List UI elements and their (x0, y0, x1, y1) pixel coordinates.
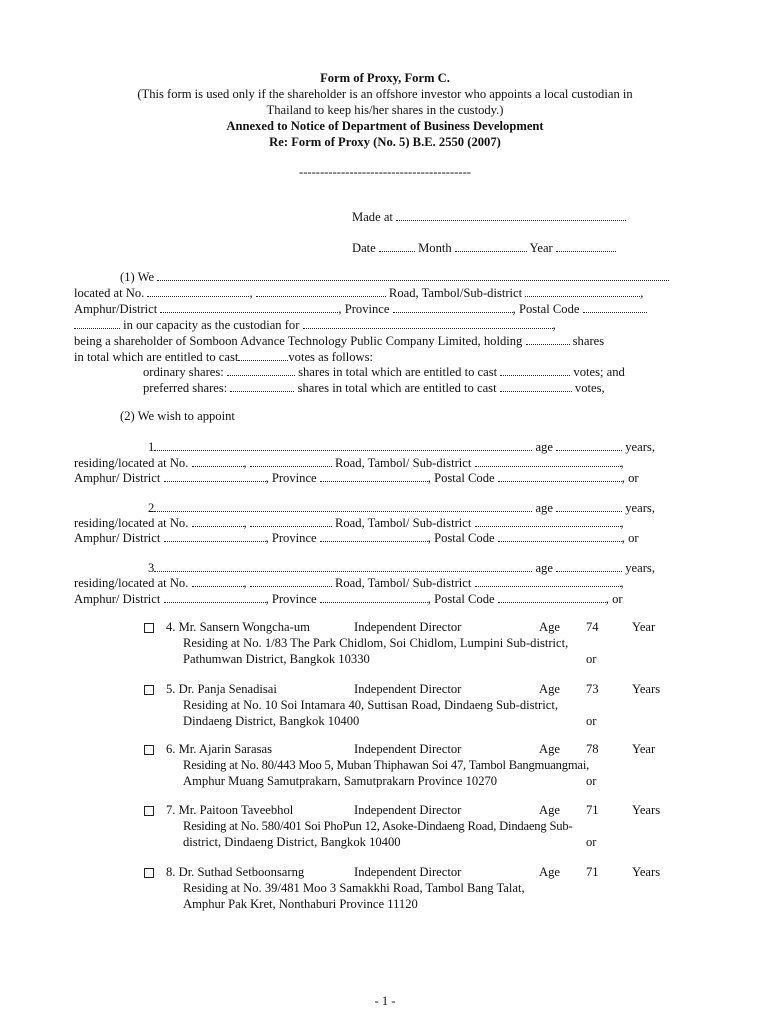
proxy-number: 1 (148, 440, 155, 454)
director-8-checkbox[interactable] (144, 868, 154, 878)
director-position: Independent Director (354, 742, 462, 756)
director-6-checkbox[interactable] (144, 745, 154, 755)
director-4-checkbox[interactable] (144, 623, 154, 633)
proxy-2-no-field[interactable] (192, 515, 244, 527)
comma: , (249, 286, 253, 300)
comma: , (620, 576, 624, 590)
road-field[interactable] (256, 285, 386, 297)
month-label: Month (418, 241, 452, 255)
proxy-1-amphur-field[interactable] (164, 470, 266, 482)
province-label: , Province (265, 471, 317, 485)
director-age: 74 (586, 620, 599, 634)
proxy-1-no-field[interactable] (192, 455, 244, 467)
or-label: or (586, 714, 597, 728)
director-address-line-1: Residing at No. 1/83 The Park Chidlom, Soi Chidlom, Lumpini Sub-district, (183, 636, 569, 650)
director-option-5 (143, 682, 703, 730)
or-label: , or (621, 471, 639, 485)
director-position: Independent Director (354, 865, 462, 879)
age-label: Age (539, 620, 560, 634)
custodian-for-field[interactable] (303, 317, 553, 329)
proxy-2-province-field[interactable] (320, 530, 428, 542)
proxy-1-name-row (148, 439, 655, 456)
director-age: 73 (586, 682, 599, 696)
road-tambol-label: Road, Tambol/Sub-district (388, 286, 523, 300)
capacity-label: in our capacity as the custodian for (123, 318, 300, 332)
tambol-field[interactable] (525, 285, 640, 297)
page-number: - 1 - (374, 994, 396, 1008)
proxy-1-province-field[interactable] (320, 470, 428, 482)
form-subtitle-line-2: Thailand to keep his/her shares in the custody.) (266, 103, 504, 117)
road-tambol-label: Road, Tambol/ Sub-district (334, 576, 472, 590)
votes-comma-label: votes, (574, 381, 605, 395)
or-label: or (586, 774, 597, 788)
postal-code-label: , Postal Code (512, 302, 580, 316)
province-label: , Province (265, 531, 317, 545)
proxy-number: 3 (148, 561, 155, 575)
director-address-line-1: Residing at No. 580/401 Soi PhoPun 12, Asoke-Dindaeng Road, Dindaeng Sub- (183, 819, 573, 833)
proxy-3-residing-row (74, 575, 624, 592)
director-address-line-2: Pathumwan District, Bangkok 10330 (183, 652, 370, 666)
comma: , (552, 318, 556, 332)
comma: , (243, 516, 247, 530)
director-name: 4. Mr. Sansern Wongcha-um (166, 620, 310, 634)
postal-code-field[interactable] (583, 301, 647, 313)
director-option-7 (143, 803, 703, 851)
proxy-2-postal-field[interactable] (498, 530, 622, 542)
date-field[interactable] (379, 240, 415, 252)
comma: , (640, 286, 644, 300)
director-address-line-1: Residing at No. 80/443 Moo 5, Muban Thiphawan Soi 47, Tambol Bangmuangmai, (183, 758, 590, 772)
director-name: 7. Mr. Paitoon Taveebhol (166, 803, 294, 817)
or-label: or (586, 835, 597, 849)
age-label: Age (539, 682, 560, 696)
years-label: years, (625, 440, 655, 454)
residing-label: residing/located at No. (74, 456, 189, 470)
comma: , (243, 456, 247, 470)
director-position: Independent Director (354, 682, 462, 696)
located-no-field[interactable] (147, 285, 249, 297)
director-address-line-2: Dindaeng District, Bangkok 10400 (183, 714, 360, 728)
postal-code-label: , Postal Code (427, 531, 495, 545)
age-unit: Years (632, 865, 661, 879)
made-at-field[interactable] (396, 209, 626, 221)
director-name: 5. Dr. Panja Senadisai (166, 682, 277, 696)
director-option-6 (143, 742, 703, 790)
amphur-row (74, 301, 647, 318)
preferred-shares-label: preferred shares: (143, 381, 228, 395)
we-field[interactable] (157, 269, 669, 281)
proxy-3-road-field[interactable] (250, 575, 332, 587)
proxy-1-age-field[interactable] (556, 439, 622, 451)
year-label: Year (529, 241, 553, 255)
age-unit: Years (632, 682, 661, 696)
proxy-1-tambol-field[interactable] (475, 455, 621, 467)
proxy-3-age-field[interactable] (556, 560, 622, 572)
proxy-1-road-field[interactable] (250, 455, 332, 467)
ordinary-votes-field[interactable] (500, 364, 570, 376)
proxy-3-no-field[interactable] (192, 575, 244, 587)
separator-line: ----------------------------------------- (299, 165, 471, 179)
year-field[interactable] (556, 240, 616, 252)
director-address-line-1: Residing at No. 10 Soi Intamara 40, Suttisan Road, Dindaeng Sub-district, (183, 698, 558, 712)
annex-heading: Annexed to Notice of Department of Business Development (226, 119, 544, 133)
amphur-label: Amphur/ District (74, 531, 161, 545)
shareholder-text: being a shareholder of Somboon Advance Technology Public Company Limited, holding (74, 334, 523, 348)
director-address-line-1: Residing at No. 39/481 Moo 3 Samakkhi Road, Tambol Bang Talat, (183, 881, 525, 895)
age-label: Age (539, 803, 560, 817)
preferred-total-label: shares in total which are entitled to cast (297, 381, 497, 395)
province-field[interactable] (393, 301, 513, 313)
shareholder-row (74, 333, 604, 350)
age-label: age (535, 501, 553, 515)
postal-code-label: , Postal Code (427, 592, 495, 606)
comma: , (620, 516, 624, 530)
form-title: Form of Proxy, Form C. (320, 71, 450, 85)
residing-label: residing/located at No. (74, 516, 189, 530)
made-at-label: Made at (352, 210, 393, 224)
amphur-label: Amphur/ District (74, 471, 161, 485)
director-age: 71 (586, 803, 599, 817)
form-subtitle-line-1: (This form is used only if the shareholder is an offshore investor who appoints a local custodian in (137, 87, 633, 101)
age-unit: Years (632, 803, 661, 817)
proxy-2-name-field[interactable] (154, 500, 532, 512)
date-row (352, 240, 616, 257)
director-5-checkbox[interactable] (144, 685, 154, 695)
proxy-3-province-field[interactable] (320, 591, 428, 603)
we-label: (1) We (120, 270, 155, 284)
amphur-label: Amphur/ District (74, 592, 161, 606)
date-label: Date (352, 241, 376, 255)
director-address-line-2: Amphur Pak Kret, Nonthaburi Province 11120 (183, 897, 418, 911)
province-label: , Province (338, 302, 390, 316)
road-tambol-label: Road, Tambol/ Sub-district (334, 456, 472, 470)
residing-label: residing/located at No. (74, 576, 189, 590)
preferred-shares-row (143, 380, 605, 397)
director-name: 8. Dr. Suthad Setboonsarng (166, 865, 305, 879)
proxy-number: 2 (148, 501, 155, 515)
proxy-3-tambol-field[interactable] (475, 575, 621, 587)
proxy-2-road-field[interactable] (250, 515, 332, 527)
total-votes-label: in total which are entitled to cast (74, 350, 239, 364)
years-label: years, (625, 561, 655, 575)
director-option-4 (143, 620, 703, 668)
proxy-1-name-field[interactable] (154, 439, 532, 451)
proxy-1-amphur-row (74, 470, 639, 487)
proxy-2-age-field[interactable] (556, 500, 622, 512)
age-unit: Year (632, 742, 656, 756)
road-tambol-label: Road, Tambol/ Sub-district (334, 516, 472, 530)
proxy-3-amphur-field[interactable] (164, 591, 266, 603)
proxy-1-postal-field[interactable] (498, 470, 622, 482)
ordinary-total-label: shares in total which are entitled to cast (298, 365, 498, 379)
or-label: , or (621, 531, 639, 545)
comma: , (243, 576, 247, 590)
proxy-3-amphur-row (74, 591, 623, 608)
province-label: , Province (265, 592, 317, 606)
amphur-label: Amphur/District (74, 302, 158, 316)
total-votes-field[interactable] (238, 349, 288, 361)
preferred-votes-field[interactable] (500, 380, 572, 392)
re-heading: Re: Form of Proxy (No. 5) B.E. 2550 (2007) (269, 135, 501, 149)
director-name: 6. Mr. Ajarin Sarasas (166, 742, 272, 756)
ordinary-shares-row (143, 364, 625, 381)
comma: , (620, 456, 624, 470)
votes-and-label: votes; and (573, 365, 625, 379)
director-age: 71 (586, 865, 599, 879)
director-address-line-2: Amphur Muang Samutprakarn, Samutprakarn Province 10270 (183, 774, 498, 788)
director-age: 78 (586, 742, 599, 756)
capacity-row (74, 317, 556, 334)
appoint-heading: (2) We wish to appoint (120, 409, 235, 423)
age-label: age (535, 561, 553, 575)
age-label: Age (539, 865, 560, 879)
preferred-shares-field[interactable] (230, 380, 294, 392)
age-unit: Year (632, 620, 656, 634)
or-label: , or (605, 592, 623, 606)
proxy-2-amphur-field[interactable] (164, 530, 266, 542)
proxy-2-tambol-field[interactable] (475, 515, 621, 527)
located-row (74, 285, 643, 302)
director-7-checkbox[interactable] (144, 806, 154, 816)
years-label: years, (625, 501, 655, 515)
proxy-3-postal-field[interactable] (498, 591, 606, 603)
located-label: located at No. (74, 286, 145, 300)
or-label: or (586, 652, 597, 666)
proxy-2-amphur-row (74, 530, 639, 547)
proxy-3-name-field[interactable] (154, 560, 532, 572)
ordinary-shares-label: ordinary shares: (143, 365, 224, 379)
age-label: Age (539, 742, 560, 756)
shares-held-field[interactable] (526, 333, 570, 345)
month-field[interactable] (455, 240, 527, 252)
age-label: age (535, 440, 553, 454)
director-option-8 (143, 865, 703, 913)
postal-code-field-cont[interactable] (74, 317, 120, 329)
ordinary-shares-field[interactable] (227, 364, 295, 376)
director-position: Independent Director (354, 620, 462, 634)
we-row (120, 269, 669, 286)
director-position: Independent Director (354, 803, 462, 817)
shares-label: shares (572, 334, 605, 348)
amphur-field[interactable] (160, 301, 338, 313)
postal-code-label: , Postal Code (427, 471, 495, 485)
votes-as-follows-label: votes as follows: (288, 350, 374, 364)
director-address-line-2: district, Dindaeng District, Bangkok 10400 (183, 835, 401, 849)
made-at-row (352, 209, 626, 226)
